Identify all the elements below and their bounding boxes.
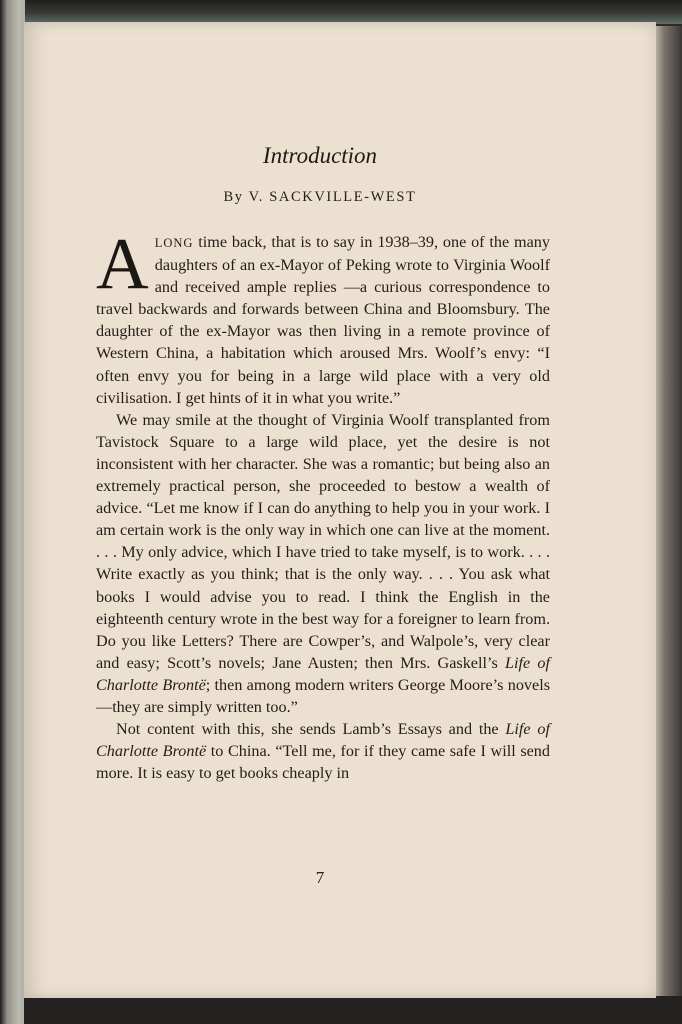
paragraph-3-text-a: Not content with this, she sends Lamb’s Essays and the <box>116 720 506 739</box>
body-text <box>96 223 551 784</box>
page-stack-edge <box>652 26 682 996</box>
paragraph-3 <box>96 718 550 784</box>
book-title-italic: Life of Charlotte Brontë <box>96 720 550 761</box>
paragraph-2-text-b: ; then among modern writers George Moore’s novels —they are simply written too.” <box>96 675 550 716</box>
book-cover-top-edge <box>25 0 682 24</box>
drop-cap: A <box>96 223 149 304</box>
page-number: 7 <box>315 868 325 887</box>
book-title-italic: Life of Charlotte Brontë <box>96 653 551 694</box>
paragraph-2-text-a: We may smile at the thought of Virginia Woolf transplanted from Tavistock Square to a large wild place, yet the desire is not inconsistent with her character. She was a romantic; but being also an extremely practical person, she proceeded to bestow a wealth of advice. “Let me know if I can do anything to help you in your work. I am certain work is the only way in which one can live at the moment. . . . My only advice, which I have tried to take myself, is to work. . . . Write exactly as you think; that is the only way. . . . You ask what books I would advise you to read. I think the English in the eighteenth century wrote in the best way for a foreigner to learn from. Do you like Letters? There are Cowper’s, and Walpole’s, very clear and easy; Scott’s novels; Jane Austen; then Mrs. Gaskell’s <box>96 410 550 672</box>
paragraph-3-text-b: to China. “Tell me, for if they came safe I will send more. It is easy to get books cheaply in <box>96 742 550 783</box>
paragraph-2 <box>96 409 550 718</box>
small-caps-opening: LONG <box>154 236 194 250</box>
chapter-title: Introduction <box>262 143 378 168</box>
bottom-shadow <box>24 996 682 1024</box>
author-line: By V. SACKVILLE-WEST <box>223 189 417 205</box>
paragraph-1-text: time back, that is to say in 1938–39, one of the many daughters of an ex-Mayor of Peking wrote to Virginia Woolf and received ample replies —a curious correspondence to travel backwards and forwards between China and Bloomsbury. The daughter of the ex-Mayor was then living in a remote province of Western China, a habitation which aroused Mrs. Woolf’s envy: “I often envy you for being in a large wild place with a very old civilisation. I get hints of it in what you write.” <box>96 233 550 407</box>
paragraph-1 <box>96 223 550 409</box>
